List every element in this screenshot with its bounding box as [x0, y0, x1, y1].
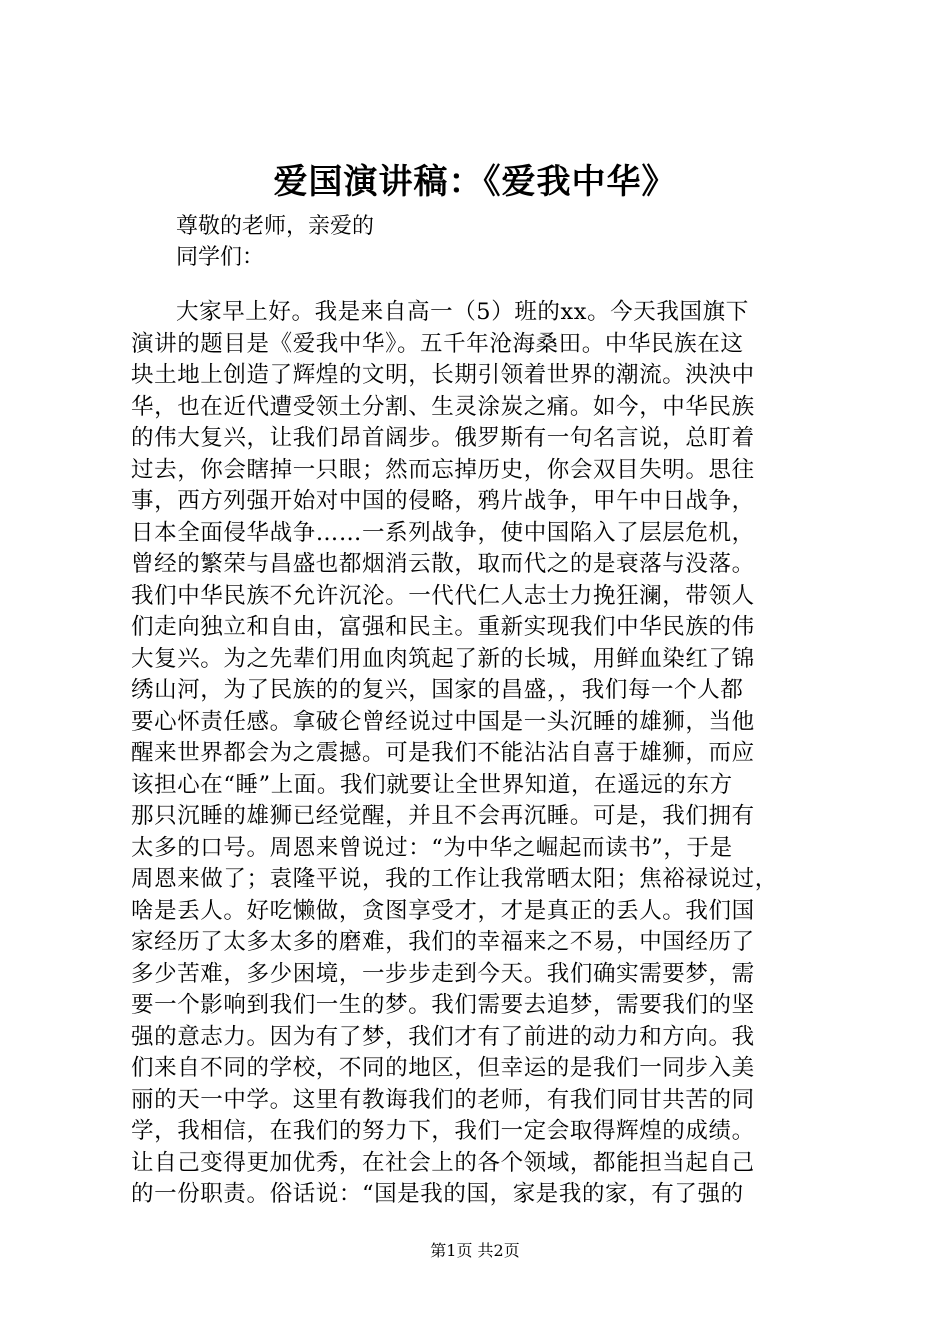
body-line: 家经历了太多太多的磨难，我们的幸福来之不易，中国经历了 [131, 929, 755, 955]
body-line: 多少苦难，多少困境，一步步走到今天。我们确实需要梦，需 [131, 960, 755, 987]
body-line: 强的意志力。因为有了梦，我们才有了前进的动力和方向。我 [131, 1023, 755, 1050]
body-line: 太多的口号。周恩来曾说过：“为中华之崛起而读书”，于是 [131, 834, 733, 861]
body-line: 学，我相信，在我们的努力下，我们一定会取得辉煌的成绩。 [131, 1118, 755, 1144]
body-line: 过去，你会瞎掉一只眼；然而忘掉历史，你会双目失明。思往 [131, 456, 755, 483]
body-line: 们走向独立和自由，富强和民主。重新实现我们中华民族的伟 [131, 614, 755, 640]
salutation-line-2: 同学们： [176, 245, 265, 270]
body-line: 绣山河，为了民族的的复兴，国家的昌盛，，我们每一个人都 [131, 677, 744, 703]
body-line: 华，也在近代遭受领土分割、生灵涂炭之痛。如今，中华民族 [131, 393, 755, 420]
body-line: 大复兴。为之先辈们用血肉筑起了新的长城，用鲜血染红了锦 [131, 645, 755, 672]
body-line: 啥是丢人。好吃懒做，贪图享受才，才是真正的丢人。我们国 [131, 897, 755, 924]
body-line: 让自己变得更加优秀，在社会上的各个领域，都能担当起自己 [131, 1149, 755, 1176]
body-line: 我们中华民族不允许沉沦。一代代仁人志士力挽狂澜，带领人 [131, 582, 755, 609]
body-line: 事，西方列强开始对中国的侵略，鸦片战争，甲午中日战争， [131, 488, 755, 514]
body-line: 大家早上好。我是来自高一（5）班的xx。今天我国旗下 [176, 299, 749, 325]
page-footer: 第1页 共2页 [430, 1241, 520, 1260]
body-line: 丽的天一中学。这里有教诲我们的老师，有我们同甘共苦的同 [131, 1086, 755, 1113]
salutation-line-1: 尊敬的老师，亲爱的 [176, 214, 375, 239]
body-line: 要一个影响到我们一生的梦。我们需要去追梦，需要我们的坚 [131, 992, 755, 1018]
body-line: 的伟大复兴，让我们昂首阔步。俄罗斯有一句名言说，总盯着 [131, 425, 755, 451]
body-line: 的一份职责。俗话说：“国是我的国，家是我的家，有了强的 [131, 1181, 744, 1207]
body-line: 该担心在“睡”上面。我们就要让全世界知道，在遥远的东方 [131, 771, 733, 798]
body-line: 块土地上创造了辉煌的文明，长期引领着世界的潮流。泱泱中 [131, 362, 755, 388]
page-title: 爱国演讲稿：《爱我中华》 [273, 162, 677, 202]
speech-body [131, 297, 851, 1211]
body-line: 要心怀责任感。拿破仑曾经说过中国是一头沉睡的雄狮，当他 [131, 708, 755, 735]
body-line: 醒来世界都会为之震撼。可是我们不能沾沾自喜于雄狮，而应 [131, 740, 755, 766]
body-line: 演讲的题目是《爱我中华》。五千年沧海桑田。中华民族在这 [131, 330, 744, 357]
body-line: 那只沉睡的雄狮已经觉醒，并且不会再沉睡。可是，我们拥有 [131, 803, 755, 829]
body-line: 日本全面侵华战争……一系列战争，使中国陷入了层层危机， [131, 519, 755, 546]
body-line: 周恩来做了；袁隆平说，我的工作让我常晒太阳；焦裕禄说过， [131, 866, 778, 892]
body-line: 曾经的繁荣与昌盛也都烟消云散，取而代之的是衰落与没落。 [131, 551, 755, 577]
body-line: 们来自不同的学校，不同的地区，但幸运的是我们一同步入美 [131, 1055, 755, 1081]
